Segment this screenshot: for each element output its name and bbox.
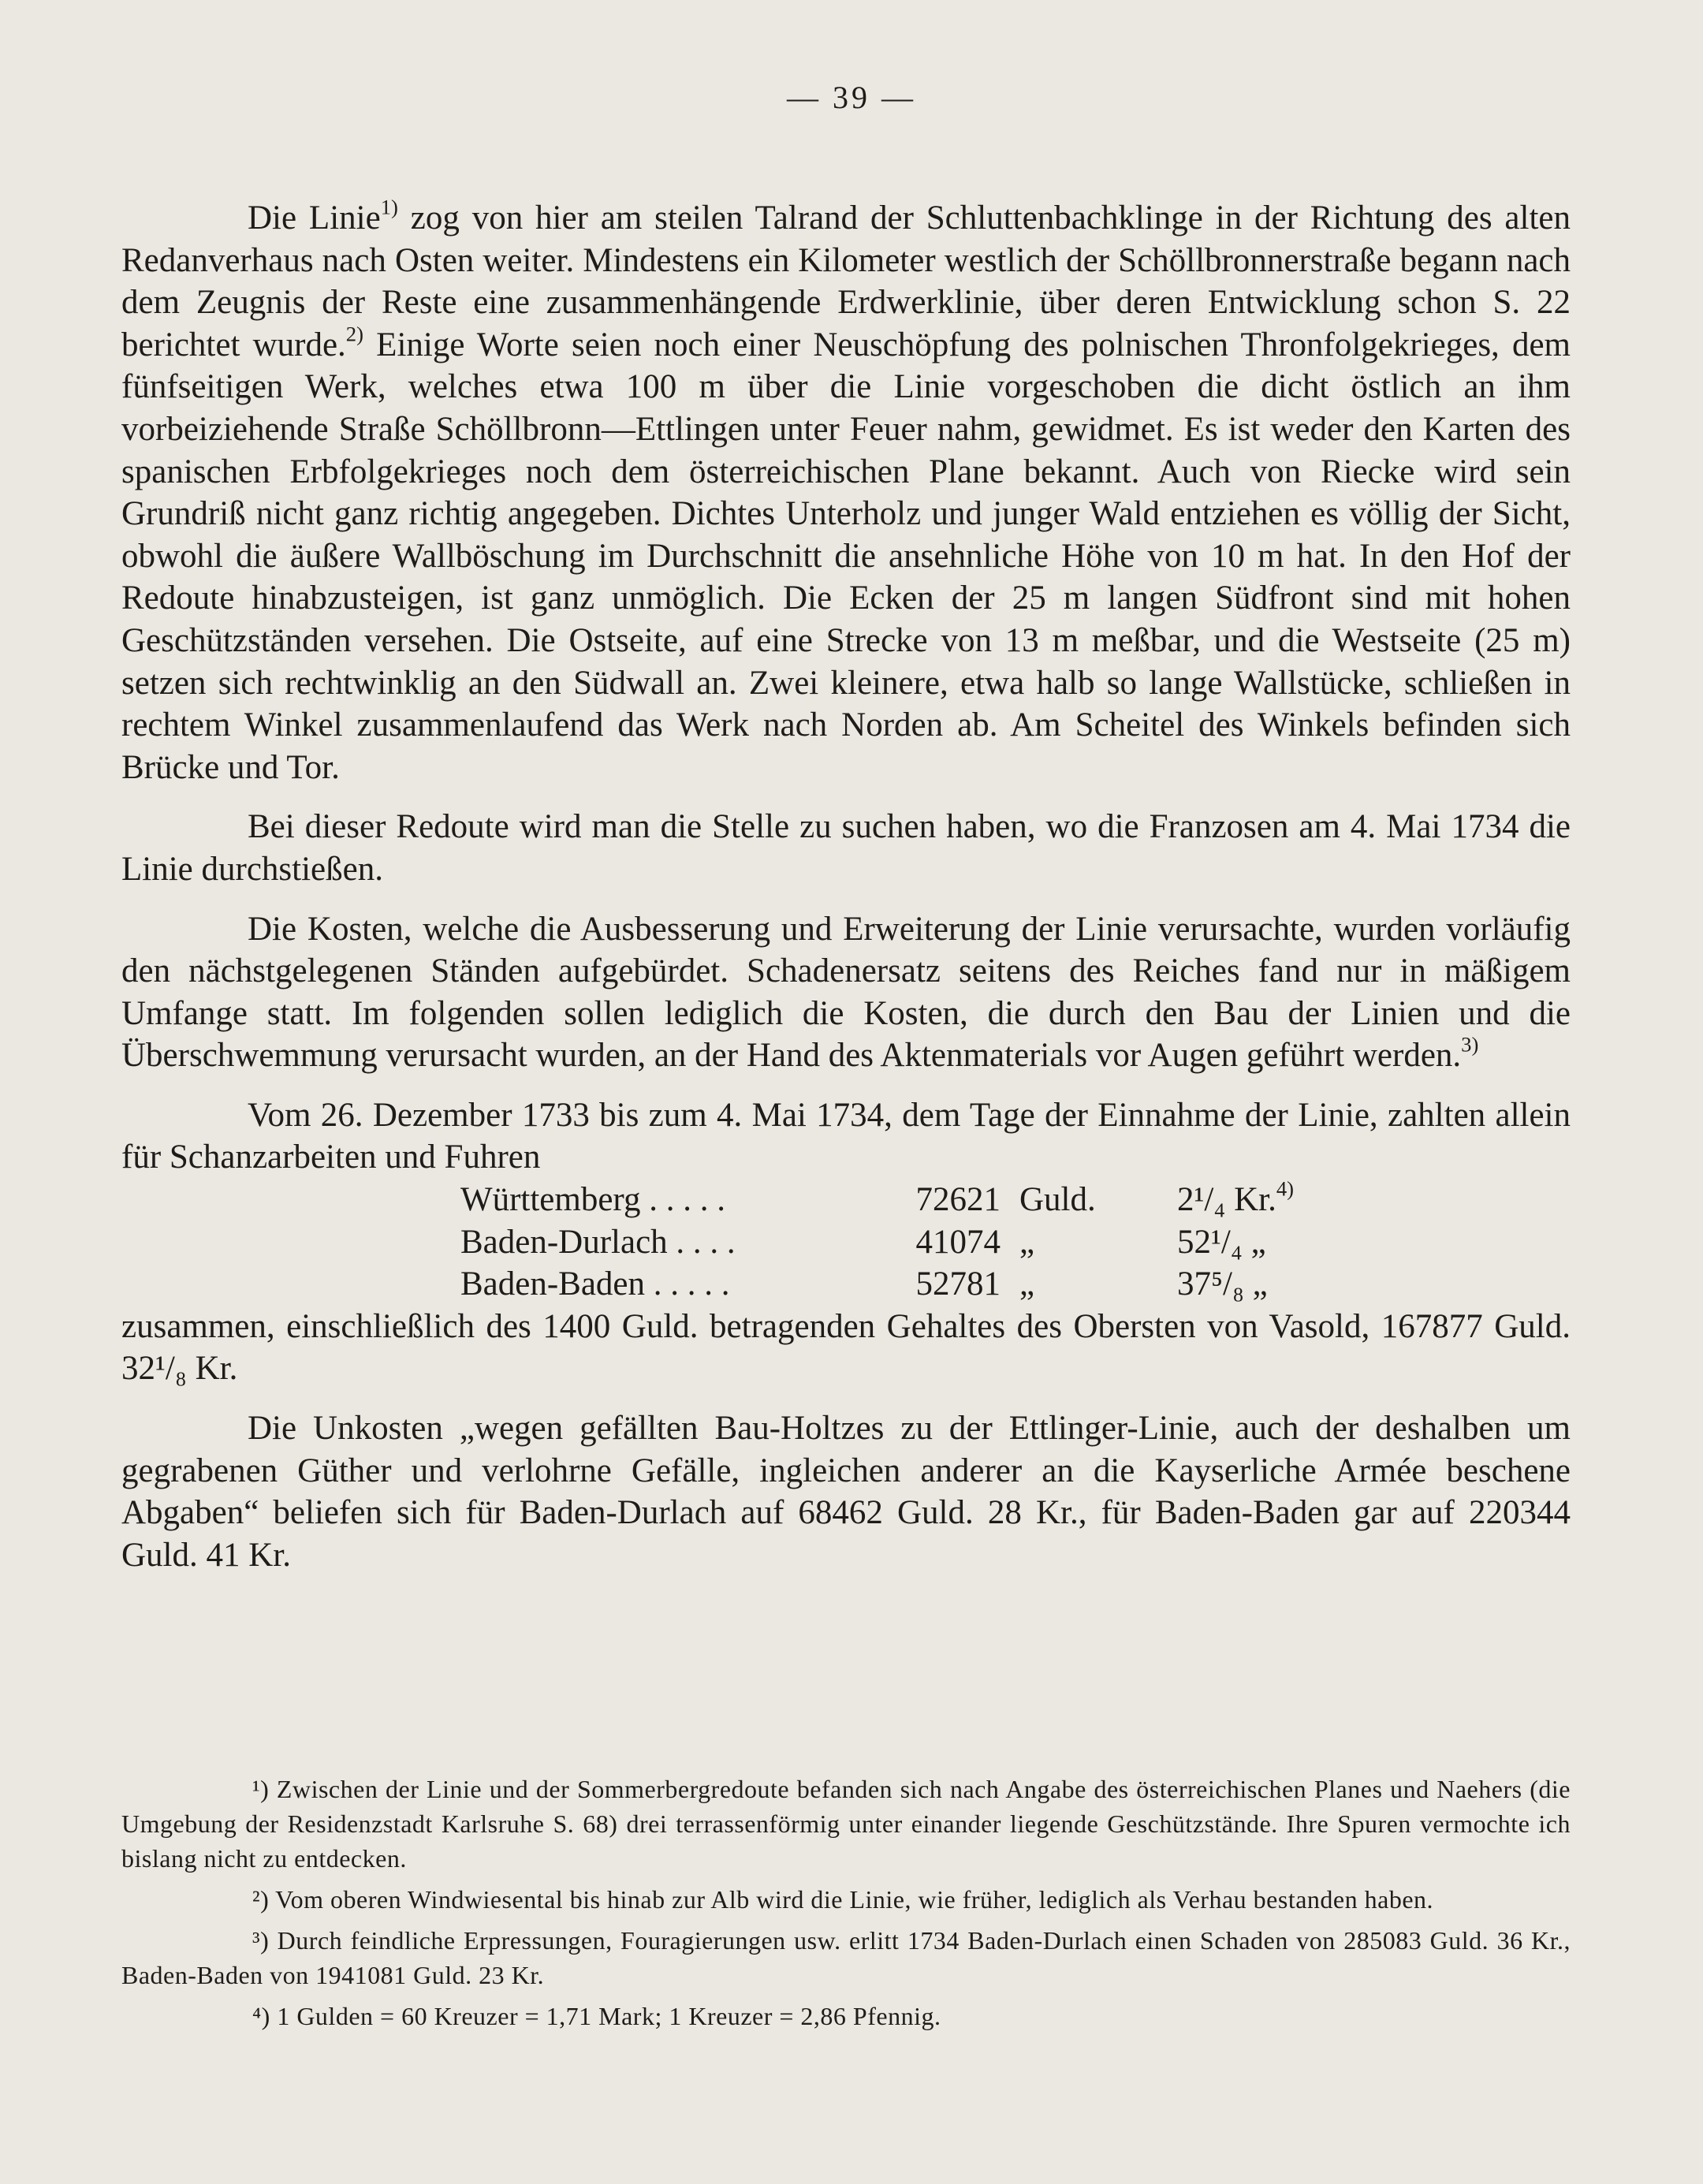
footnote-ref: 2) [345, 322, 364, 346]
paragraph: Vom 26. Dezember 1733 bis zum 4. Mai 1734, dem Tage der Einnahme der Linie, zahlten allein für Schanzarbeiten und Fuhren [121, 1096, 1571, 1176]
amount: 52781 [915, 1265, 1001, 1303]
paragraph-text: zog von hier am steilen Talrand der Schluttenbachklinge in der Richtung des alten Redanverhaus nach Osten weiter. Mindestens ein Kilometer westlich der Schöllbronnerstraße begann nach dem Zeugnis der Reste eine zusammenhängende Erdwerklinie, über deren Entwicklung schon S. 22 berichtet wurde. [121, 199, 1571, 363]
kreuzer: 52¹/₄ „ [1177, 1223, 1266, 1261]
table-row [460, 1263, 1571, 1306]
footnote-marker: ²) [252, 1885, 270, 1914]
footnote-ref: 4) [1276, 1176, 1295, 1201]
paragraph: Die Unkosten „wegen gefällten Bau-Holtzes zu der Ettlinger-Linie, auch der deshalben um gegrabenen Güther und verlohrne Gefälle, ingleichen anderer an die Kayserliche Armée beschene Abgaben“ beliefen sich für Baden-Durlach auf 68462 Guld. 28 Kr., für Baden-Baden gar auf 220344 Guld. 41 Kr. [121, 1410, 1571, 1574]
kreuzer [1177, 1176, 1351, 1221]
paragraph [121, 197, 1571, 788]
amount: 41074 [915, 1223, 1001, 1261]
table-row [460, 1221, 1571, 1264]
table-row [460, 1176, 1571, 1221]
unit: Guld. [1019, 1181, 1096, 1219]
footnote [121, 1882, 1571, 1917]
kreuzer-value: 2¹/₄ Kr. [1177, 1181, 1276, 1219]
footnote-marker: ³) [252, 1926, 270, 1955]
paragraph-text: Einige Worte seien noch einer Neuschöpfung des polnischen Thronfolgekrieges, dem fünfseitigen Werk, welches etwa 100 m über die Linie vorgeschoben die dicht östlich an ihm vorbeiziehende Straße Schöllbronn—Ettlingen unter Feuer nahm, gewidmet. Es ist weder den Karten des spanischen Erbfolgekrieges noch dem österreichischen Plane bekannt. Auch von Riecke wird sein Grundriß nicht ganz richtig angegeben. Dichtes Unterholz und junger Wald entziehen es völlig der Sicht, obwohl die äußere Wallböschung im Durchschnitt die ansehnliche Höhe von 10 m hat. In den Hof der Redoute hinabzusteigen, ist ganz unmöglich. Die Ecken der 25 m langen Südfront sind mit hohen Geschützständen versehen. Die Ostseite, auf eine Strecke von 13 m meßbar, und die Westseite (25 m) setzen sich rechtwinklig an den Südwall an. Zwei kleinere, etwa halb so lange Wallstücke, schließen in rechtem Winkel zusammenlaufend das Werk nach Norden ab. Am Scheitel des Winkels befinden sich Brücke und Tor. [121, 326, 1571, 786]
footnote [121, 1772, 1571, 1876]
paragraph-text: Die Linie [248, 199, 381, 237]
paragraph: zusammen, einschließlich des 1400 Guld. betragenden Gehaltes des Obersten von Vasold, 167877 Guld. 32¹/₈ Kr. [121, 1307, 1571, 1388]
footnote-text: Vom oberen Windwiesental bis hinab zur Alb wird die Linie, wie früher, lediglich als Verhau bestanden haben. [269, 1885, 1434, 1914]
footnotes [121, 1772, 1571, 2040]
payer-name: Baden-Durlach . . . . [460, 1223, 736, 1261]
paragraph [121, 908, 1571, 1077]
unit: „ [1019, 1223, 1035, 1261]
page-number: — 39 — [787, 80, 916, 115]
payer-name: Baden-Baden . . . . . [460, 1265, 730, 1303]
footnote-text: Zwischen der Linie und der Sommerbergredoute befanden sich nach Angabe des österreichischen Planes und Naehers (die Umgebung der Residenzstadt Karlsruhe S. 68) drei terrassenförmig unter einander liegende Geschützstände. Ihre Spuren vermochte ich bislang nicht zu entdecken. [121, 1775, 1571, 1873]
footnote-marker: ⁴) [252, 2002, 270, 2030]
footnote-text: Durch feindliche Erpressungen, Fouragierungen usw. erlitt 1734 Baden-Durlach einen Schaden von 285083 Guld. 36 Kr., Baden-Baden von 1941081 Guld. 23 Kr. [121, 1926, 1571, 1989]
body-text [121, 197, 1571, 1576]
footnote-marker: ¹) [252, 1775, 270, 1803]
footnote-text: 1 Gulden = 60 Kreuzer = 1,71 Mark; 1 Kreuzer = 2,86 Pfennig. [270, 2002, 941, 2030]
footnote-ref: 1) [380, 195, 398, 219]
payments-table [460, 1176, 1571, 1306]
payer-name: Württemberg . . . . . [460, 1181, 725, 1219]
footnote [121, 1923, 1571, 1992]
amount: 72621 [915, 1181, 1001, 1219]
paragraph-text: Die Kosten, welche die Ausbesserung und Erweiterung der Linie verursachte, wurden vorläufig den nächstgelegenen Ständen aufgebürdet. Schadenersatz seitens des Reiches fand nur in mäßigem Umfange statt. Im folgenden sollen lediglich die Kosten, die durch den Bau der Linien und die Überschwemmung verursacht wurden, an der Hand des Aktenmaterials vor Augen geführt werden. [121, 910, 1571, 1075]
footnote-ref: 3) [1461, 1032, 1479, 1057]
kreuzer: 37⁵/₈ „ [1177, 1265, 1268, 1303]
unit: „ [1019, 1265, 1035, 1303]
paragraph: Bei dieser Redoute wird man die Stelle zu suchen haben, wo die Franzosen am 4. Mai 1734 die Linie durchstießen. [121, 808, 1571, 888]
footnote [121, 1999, 1571, 2033]
